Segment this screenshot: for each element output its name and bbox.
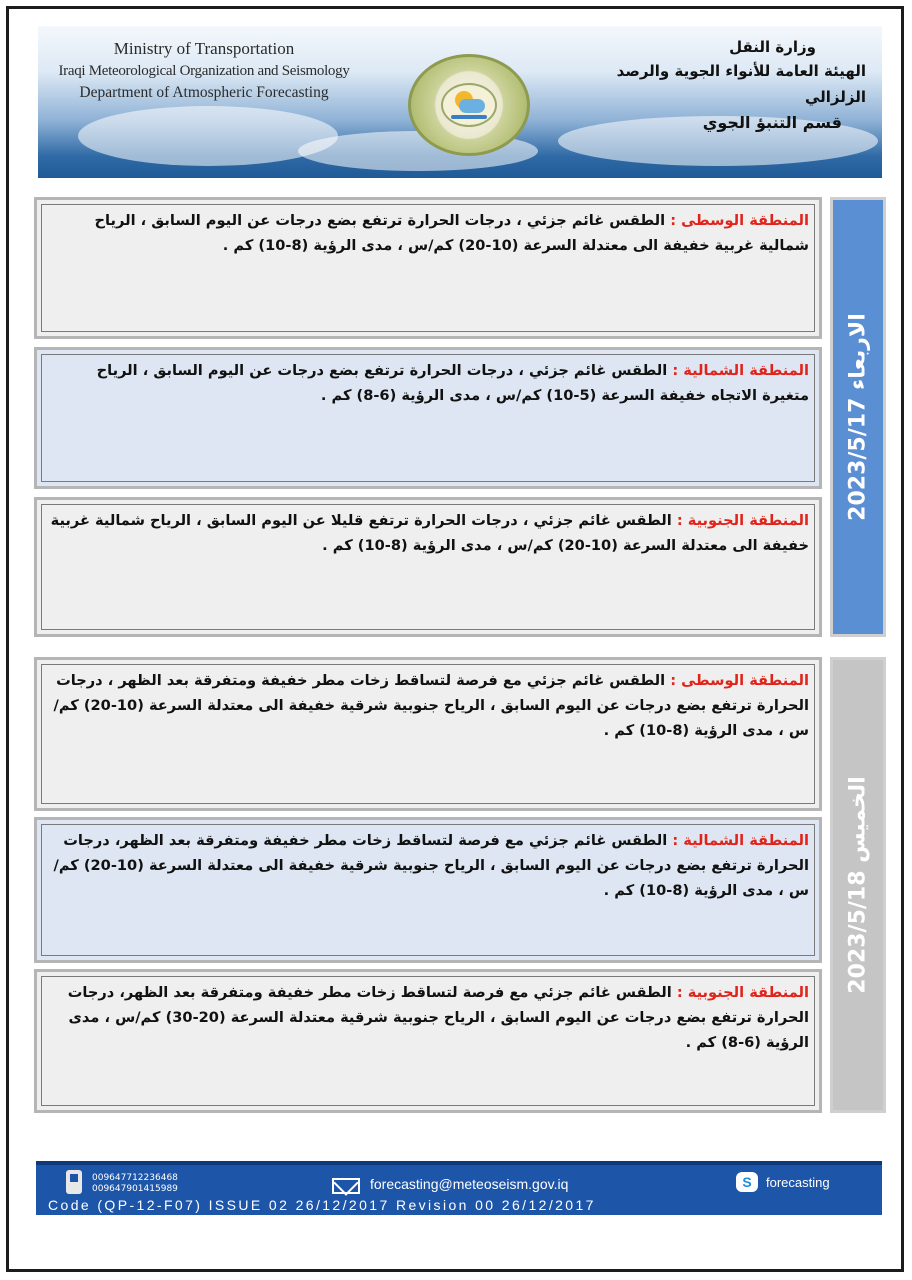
phone-numbers: [92, 1173, 178, 1195]
header-english-text: [54, 38, 354, 104]
forecast-text: [45, 828, 809, 903]
header-banner: [38, 26, 882, 178]
forecast-text: [45, 508, 809, 558]
region-name: المنطقة الوسطى :: [670, 212, 809, 229]
organization-name-ar: الهيئة العامة للأنواء الجوية والرصد الزلزالي: [616, 62, 866, 106]
region-box-central: [34, 197, 822, 339]
skype-icon: S: [736, 1172, 758, 1192]
region-box-southern: [34, 497, 822, 637]
envelope-icon: [332, 1178, 360, 1194]
day-label-bar: [830, 657, 886, 1113]
region-forecast: الطقس غائم جزئي مع فرصة لتساقط زخات مطر خفيفة ومتفرقة بعد الظهر ، درجات الحرارة ترتفع بضع درجات عن اليوم السابق ، الرياح جنوبية شرقية خفيفة الى معتدلة السرعة (10-20) كم/س ، مدى الرؤية (8-10) كم .: [53, 672, 809, 739]
forecast-text: [45, 668, 809, 743]
region-name: المنطقة الوسطى :: [670, 672, 809, 689]
forecast-day-2: [34, 657, 886, 1113]
region-box-northern: [34, 347, 822, 489]
region-forecast: الطقس غائم جزئي مع فرصة لتساقط زخات مطر خفيفة ومتفرقة بعد الظهر، درجات الحرارة ترتفع بضع درجات عن اليوم السابق ، الرياح جنوبية شرقية معتدلة السرعة (20-30) كم/س ، مدى الرؤية (6-8) كم .: [67, 984, 809, 1051]
region-name: المنطقة الجنوبية :: [676, 512, 809, 529]
organization-name-en: Iraqi Meteorological Organization and Seismology: [58, 63, 350, 79]
region-box-northern: [34, 817, 822, 963]
region-name: المنطقة الشمالية :: [672, 362, 809, 379]
header-arabic-text: [566, 36, 866, 136]
day-label-bar: [830, 197, 886, 637]
region-forecast: الطقس غائم جزئي مع فرصة لتساقط زخات مطر خفيفة ومتفرقة بعد الظهر، درجات الحرارة ترتفع بضع درجات عن اليوم السابق ، الرياح جنوبية شرقية خفيفة الى معتدلة السرعة (10-20) كم/س ، مدى الرؤية (8-10) كم .: [53, 832, 809, 899]
forecast-day-1: [34, 197, 886, 637]
region-forecast: الطقس غائم جزئي ، درجات الحرارة ترتفع قليلا عن اليوم السابق ، الرياح شمالية غربية خفيفة الى معتدلة السرعة (10-20) كم/س ، مدى الرؤية (8-10) كم .: [50, 512, 809, 554]
ministry-name-en: Ministry of Transportation: [113, 39, 295, 58]
cloud-icon: [459, 99, 485, 113]
mobile-phone-icon: [66, 1170, 82, 1194]
day-label: الخميس 2023/5/18: [845, 776, 871, 994]
region-forecast: الطقس غائم جزئي ، درجات الحرارة ترتفع بضع درجات عن اليوم السابق ، الرياح شمالية غربية خفيفة الى معتدلة السرعة (10-20) كم/س ، مدى الرؤية (8-10) كم .: [94, 212, 809, 254]
footer-top-strip: [36, 1161, 882, 1165]
email-address[interactable]: forecasting@meteoseism.gov.iq: [370, 1176, 569, 1192]
region-forecast: الطقس غائم جزئي ، درجات الحرارة ترتفع بضع درجات عن اليوم السابق ، الرياح متغيرة الاتجاه خفيفة السرعة (5-10) كم/س ، مدى الرؤية (6-8) كم .: [96, 362, 809, 404]
department-name-en: Department of Atmospheric Forecasting: [79, 84, 329, 101]
region-name: المنطقة الجنوبية :: [676, 984, 809, 1001]
region-box-southern: [34, 969, 822, 1113]
region-box-central: [34, 657, 822, 811]
document-code: Code (QP-12-F07) ISSUE 02 26/12/2017 Revision 00 26/12/2017: [48, 1197, 596, 1213]
forecast-text: [45, 358, 809, 408]
forecast-text: [45, 980, 809, 1055]
cloud-decoration: [78, 106, 338, 166]
department-name-ar: قسم التنبؤ الجوي: [702, 113, 842, 132]
wave-icon: [451, 115, 487, 119]
region-name: المنطقة الشمالية :: [672, 832, 809, 849]
footer-bar: [36, 1161, 882, 1215]
phone-number-2: 009647901415989: [92, 1184, 178, 1194]
phone-number-1: 009647712236468: [92, 1173, 178, 1183]
ministry-name-ar: وزارة النقل: [729, 38, 816, 56]
skype-handle[interactable]: forecasting: [766, 1175, 830, 1190]
forecast-text: [45, 208, 809, 258]
organization-logo-icon: [408, 54, 530, 156]
day-label: الاربعاء 2023/5/17: [845, 313, 871, 521]
logo-emblem: [441, 83, 497, 127]
